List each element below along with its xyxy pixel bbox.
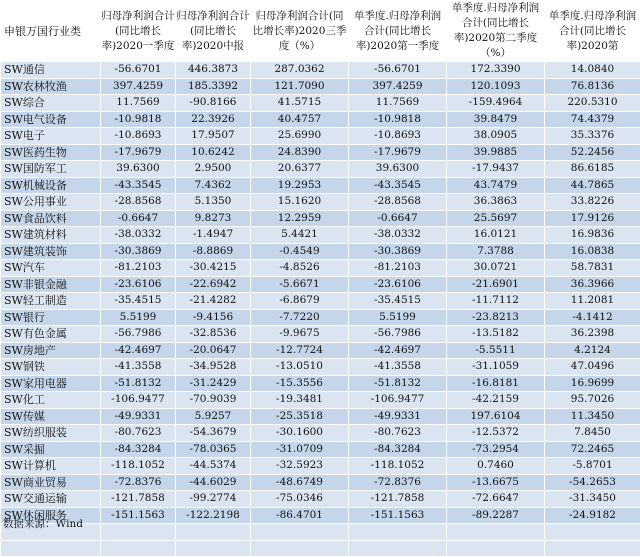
cell-single-q1: -38.0332 (349, 227, 447, 244)
cell-q3-cumulative: -5.6671 (251, 276, 349, 293)
cell-q3-cumulative: -7.7220 (251, 309, 349, 326)
table-row (1, 408, 640, 425)
cell-industry: SW农林牧渔 (1, 78, 101, 95)
table-row (1, 392, 640, 409)
cell-q3-cumulative: -0.4549 (251, 243, 349, 260)
header-single-q3: 单季度.归母净利润合计(同比增长率)2020第 (545, 1, 640, 62)
cell-industry: SW食品饮料 (1, 210, 101, 227)
cell-single-q1: -151.1563 (349, 507, 447, 524)
table-row (1, 375, 640, 392)
cell-industry: SW休闲服务 (1, 507, 101, 524)
header-single-q1: 单季度.归母净利润合计(同比增长率)2020第一季度 (349, 1, 447, 62)
table-row (1, 210, 640, 227)
header-single-q2: 单季度.归母净利润合计(同比增长率)2020第二季度（%） (447, 1, 545, 62)
cell-single-q2: -23.8213 (447, 309, 545, 326)
cell-single-q2: 7.3788 (447, 243, 545, 260)
cell-single-q3: 36.2398 (545, 326, 640, 343)
cell-single-q3: 11.3450 (545, 408, 640, 425)
cell-h1-cumulative: -32.8536 (176, 326, 251, 343)
cell-industry: SW建筑材料 (1, 227, 101, 244)
empty-cell (349, 524, 447, 541)
cell-q1-cumulative: -43.3545 (101, 177, 176, 194)
cell-q3-cumulative: -13.0510 (251, 359, 349, 376)
table-row (1, 359, 640, 376)
cell-q3-cumulative: 20.6377 (251, 161, 349, 178)
table-row (1, 111, 640, 128)
cell-q1-cumulative: 11.7569 (101, 95, 176, 112)
cell-h1-cumulative: 7.4362 (176, 177, 251, 194)
table-row (1, 293, 640, 310)
cell-h1-cumulative: 5.9257 (176, 408, 251, 425)
cell-single-q1: -28.8568 (349, 194, 447, 211)
cell-industry: SW商业贸易 (1, 474, 101, 491)
header-q3-cumulative: 归母净利润合计(同比增长率)2020三季度（%） (251, 1, 349, 62)
cell-single-q1: -56.7986 (349, 326, 447, 343)
cell-single-q2: -11.7112 (447, 293, 545, 310)
cell-q1-cumulative: -72.8376 (101, 474, 176, 491)
cell-q3-cumulative: -19.3481 (251, 392, 349, 409)
cell-q3-cumulative: -9.9675 (251, 326, 349, 343)
cell-single-q3: 35.3376 (545, 128, 640, 145)
empty-cell (101, 524, 176, 541)
cell-q1-cumulative: -56.7986 (101, 326, 176, 343)
data-source-note: 数据来源：Wind (3, 517, 83, 531)
table-row (1, 177, 640, 194)
cell-industry: SW非银金融 (1, 276, 101, 293)
table-row (1, 474, 640, 491)
cell-single-q1: -81.2103 (349, 260, 447, 277)
table-row (1, 95, 640, 112)
cell-h1-cumulative: -99.2774 (176, 491, 251, 508)
empty-row (1, 524, 640, 541)
cell-single-q3: 47.0496 (545, 359, 640, 376)
cell-single-q2: -17.9437 (447, 161, 545, 178)
cell-h1-cumulative: -34.9528 (176, 359, 251, 376)
cell-single-q3: 86.6185 (545, 161, 640, 178)
cell-single-q1: -17.9679 (349, 144, 447, 161)
table-row (1, 458, 640, 475)
cell-industry: SW采掘 (1, 441, 101, 458)
cell-q1-cumulative: -23.6106 (101, 276, 176, 293)
cell-industry: SW化工 (1, 392, 101, 409)
cell-h1-cumulative: 10.6242 (176, 144, 251, 161)
cell-single-q2: 39.8479 (447, 111, 545, 128)
cell-q1-cumulative: -49.9331 (101, 408, 176, 425)
cell-single-q2: -13.6675 (447, 474, 545, 491)
cell-single-q2: -5.5511 (447, 342, 545, 359)
cell-single-q1: -121.7858 (349, 491, 447, 508)
cell-single-q2: 43.7479 (447, 177, 545, 194)
cell-single-q1: -10.9818 (349, 111, 447, 128)
cell-q3-cumulative: -86.4701 (251, 507, 349, 524)
cell-single-q2: 172.3390 (447, 62, 545, 79)
cell-q3-cumulative: -6.8679 (251, 293, 349, 310)
empty-cell (349, 540, 447, 557)
table-row (1, 276, 640, 293)
cell-h1-cumulative: -21.4282 (176, 293, 251, 310)
table-row (1, 507, 640, 524)
cell-single-q1: 397.4259 (349, 78, 447, 95)
table-row (1, 144, 640, 161)
cell-single-q2: 197.6104 (447, 408, 545, 425)
cell-single-q2: -72.6647 (447, 491, 545, 508)
cell-single-q2: -73.2954 (447, 441, 545, 458)
cell-single-q1: -51.8132 (349, 375, 447, 392)
cell-single-q1: -84.3284 (349, 441, 447, 458)
cell-industry: SW机械设备 (1, 177, 101, 194)
table-body (1, 62, 640, 557)
cell-industry: SW银行 (1, 309, 101, 326)
cell-h1-cumulative: -90.8166 (176, 95, 251, 112)
cell-industry: SW轻工制造 (1, 293, 101, 310)
cell-industry: SW国防军工 (1, 161, 101, 178)
cell-single-q3: 11.2081 (545, 293, 640, 310)
cell-single-q3: 44.7865 (545, 177, 640, 194)
table-row (1, 425, 640, 442)
cell-q1-cumulative: -56.6701 (101, 62, 176, 79)
table-row (1, 326, 640, 343)
cell-single-q2: -31.1059 (447, 359, 545, 376)
table-row (1, 194, 640, 211)
cell-industry: SW家用电器 (1, 375, 101, 392)
cell-single-q2: 36.3863 (447, 194, 545, 211)
cell-single-q2: -13.5182 (447, 326, 545, 343)
header-q1-cumulative: 归母净利润合计(同比增长率)2020一季度 (101, 1, 176, 62)
cell-single-q3: 36.3966 (545, 276, 640, 293)
cell-single-q1: -80.7623 (349, 425, 447, 442)
cell-single-q1: -118.1052 (349, 458, 447, 475)
cell-q1-cumulative: -80.7623 (101, 425, 176, 442)
cell-industry: SW纺织服装 (1, 425, 101, 442)
cell-single-q1: -72.8376 (349, 474, 447, 491)
cell-q1-cumulative: 397.4259 (101, 78, 176, 95)
cell-q1-cumulative: -41.3558 (101, 359, 176, 376)
cell-single-q3: 14.0840 (545, 62, 640, 79)
cell-h1-cumulative: 446.3873 (176, 62, 251, 79)
cell-single-q2: -12.5372 (447, 425, 545, 442)
cell-q1-cumulative: -35.4515 (101, 293, 176, 310)
cell-industry: SW电子 (1, 128, 101, 145)
cell-single-q3: 52.2456 (545, 144, 640, 161)
cell-industry: SW医药生物 (1, 144, 101, 161)
cell-h1-cumulative: -9.4156 (176, 309, 251, 326)
cell-single-q1: -43.3545 (349, 177, 447, 194)
cell-q1-cumulative: 39.6300 (101, 161, 176, 178)
cell-h1-cumulative: -78.0365 (176, 441, 251, 458)
empty-cell (101, 540, 176, 557)
cell-single-q2: 30.0721 (447, 260, 545, 277)
cell-q1-cumulative: -84.3284 (101, 441, 176, 458)
cell-single-q1: -30.3869 (349, 243, 447, 260)
cell-single-q3: 16.9699 (545, 375, 640, 392)
cell-h1-cumulative: 22.3926 (176, 111, 251, 128)
cell-single-q2: 16.0121 (447, 227, 545, 244)
cell-q3-cumulative: -31.0709 (251, 441, 349, 458)
cell-q3-cumulative: -32.5923 (251, 458, 349, 475)
cell-single-q3: 16.0838 (545, 243, 640, 260)
cell-industry: SW通信 (1, 62, 101, 79)
cell-single-q2: -42.2159 (447, 392, 545, 409)
cell-q3-cumulative: 121.7090 (251, 78, 349, 95)
cell-single-q3: 33.8226 (545, 194, 640, 211)
empty-cell (447, 540, 545, 557)
header-industry: 申银万国行业类 (1, 1, 101, 62)
cell-single-q3: -4.1412 (545, 309, 640, 326)
cell-q3-cumulative: -30.1600 (251, 425, 349, 442)
table-row (1, 441, 640, 458)
empty-cell (251, 524, 349, 541)
cell-q3-cumulative: 41.5715 (251, 95, 349, 112)
cell-industry: SW交通运输 (1, 491, 101, 508)
table-row (1, 227, 640, 244)
cell-h1-cumulative: 17.9507 (176, 128, 251, 145)
cell-single-q3: 76.8136 (545, 78, 640, 95)
cell-h1-cumulative: 9.8273 (176, 210, 251, 227)
cell-industry: SW电气设备 (1, 111, 101, 128)
cell-single-q3: 4.2124 (545, 342, 640, 359)
cell-industry: SW房地产 (1, 342, 101, 359)
cell-single-q1: -23.6106 (349, 276, 447, 293)
cell-industry: SW公用事业 (1, 194, 101, 211)
cell-single-q3: -54.2653 (545, 474, 640, 491)
cell-industry: SW传媒 (1, 408, 101, 425)
empty-cell (1, 540, 101, 557)
cell-single-q3: 95.7026 (545, 392, 640, 409)
cell-single-q1: -0.6647 (349, 210, 447, 227)
cell-industry: SW钢铁 (1, 359, 101, 376)
cell-q1-cumulative: -106.9477 (101, 392, 176, 409)
cell-q1-cumulative: -38.0332 (101, 227, 176, 244)
cell-h1-cumulative: 5.1350 (176, 194, 251, 211)
cell-single-q1: -35.4515 (349, 293, 447, 310)
table-row (1, 309, 640, 326)
cell-h1-cumulative: 2.9500 (176, 161, 251, 178)
cell-single-q3: 17.9126 (545, 210, 640, 227)
empty-cell (545, 540, 640, 557)
cell-q1-cumulative: -81.2103 (101, 260, 176, 277)
cell-h1-cumulative: -20.0647 (176, 342, 251, 359)
cell-q1-cumulative: -10.8693 (101, 128, 176, 145)
cell-q3-cumulative: -12.7724 (251, 342, 349, 359)
empty-cell (251, 540, 349, 557)
cell-single-q1: -41.3558 (349, 359, 447, 376)
cell-q3-cumulative: -25.3518 (251, 408, 349, 425)
cell-q3-cumulative: 5.4421 (251, 227, 349, 244)
cell-q3-cumulative: 25.6990 (251, 128, 349, 145)
cell-q3-cumulative: -15.3556 (251, 375, 349, 392)
cell-h1-cumulative: -44.6029 (176, 474, 251, 491)
cell-q1-cumulative: -28.8568 (101, 194, 176, 211)
cell-industry: SW汽车 (1, 260, 101, 277)
cell-q3-cumulative: -48.6749 (251, 474, 349, 491)
cell-single-q3: -31.3450 (545, 491, 640, 508)
cell-single-q2: -16.8181 (447, 375, 545, 392)
cell-h1-cumulative: -54.3679 (176, 425, 251, 442)
cell-single-q3: 16.9836 (545, 227, 640, 244)
cell-single-q1: -56.6701 (349, 62, 447, 79)
cell-single-q2: 39.9885 (447, 144, 545, 161)
cell-q3-cumulative: 24.8390 (251, 144, 349, 161)
header-row (1, 1, 640, 62)
cell-q1-cumulative: -118.1052 (101, 458, 176, 475)
cell-single-q2: 120.1093 (447, 78, 545, 95)
cell-h1-cumulative: -8.8869 (176, 243, 251, 260)
cell-q3-cumulative: 15.1620 (251, 194, 349, 211)
table-row (1, 128, 640, 145)
cell-single-q1: -42.4697 (349, 342, 447, 359)
table-row (1, 491, 640, 508)
cell-single-q3: 7.8450 (545, 425, 640, 442)
cell-single-q2: -159.4964 (447, 95, 545, 112)
table-row (1, 62, 640, 79)
cell-industry: SW建筑装饰 (1, 243, 101, 260)
table-row (1, 260, 640, 277)
cell-single-q3: 220.5310 (545, 95, 640, 112)
cell-industry: SW综合 (1, 95, 101, 112)
cell-single-q2: 25.5697 (447, 210, 545, 227)
cell-single-q2: 0.7460 (447, 458, 545, 475)
header-h1-cumulative: 归母净利润合计(同比增长率)2020中报 (176, 1, 251, 62)
cell-single-q3: -5.8701 (545, 458, 640, 475)
empty-cell (176, 540, 251, 557)
cell-single-q1: 5.5199 (349, 309, 447, 326)
cell-q1-cumulative: -151.1563 (101, 507, 176, 524)
cell-single-q1: 39.6300 (349, 161, 447, 178)
cell-single-q3: -24.9182 (545, 507, 640, 524)
cell-h1-cumulative: -44.5374 (176, 458, 251, 475)
table-row (1, 78, 640, 95)
cell-single-q2: 38.0905 (447, 128, 545, 145)
table-row (1, 243, 640, 260)
cell-single-q2: -89.2287 (447, 507, 545, 524)
cell-q3-cumulative: 40.4757 (251, 111, 349, 128)
empty-cell (545, 524, 640, 541)
table-row (1, 342, 640, 359)
cell-q1-cumulative: -10.9818 (101, 111, 176, 128)
cell-single-q1: -49.9331 (349, 408, 447, 425)
cell-q3-cumulative: -4.8526 (251, 260, 349, 277)
empty-row (1, 540, 640, 557)
cell-h1-cumulative: -70.9039 (176, 392, 251, 409)
cell-single-q1: -106.9477 (349, 392, 447, 409)
cell-q3-cumulative: -75.0346 (251, 491, 349, 508)
cell-q3-cumulative: 19.2953 (251, 177, 349, 194)
cell-q1-cumulative: -51.8132 (101, 375, 176, 392)
cell-q1-cumulative: -30.3869 (101, 243, 176, 260)
cell-q1-cumulative: -0.6647 (101, 210, 176, 227)
empty-cell (176, 524, 251, 541)
cell-h1-cumulative: -122.2198 (176, 507, 251, 524)
cell-single-q1: 11.7569 (349, 95, 447, 112)
cell-single-q3: 74.4379 (545, 111, 640, 128)
empty-cell (447, 524, 545, 541)
cell-q1-cumulative: -121.7858 (101, 491, 176, 508)
cell-industry: SW有色金属 (1, 326, 101, 343)
cell-single-q3: 58.7831 (545, 260, 640, 277)
cell-h1-cumulative: 185.3392 (176, 78, 251, 95)
cell-single-q1: -10.8693 (349, 128, 447, 145)
cell-h1-cumulative: -22.6942 (176, 276, 251, 293)
table-row (1, 161, 640, 178)
cell-q1-cumulative: 5.5199 (101, 309, 176, 326)
cell-h1-cumulative: -31.2429 (176, 375, 251, 392)
cell-q1-cumulative: -42.4697 (101, 342, 176, 359)
cell-single-q2: -21.6901 (447, 276, 545, 293)
cell-single-q3: 72.2465 (545, 441, 640, 458)
cell-h1-cumulative: -1.4947 (176, 227, 251, 244)
cell-q1-cumulative: -17.9679 (101, 144, 176, 161)
cell-h1-cumulative: -30.4215 (176, 260, 251, 277)
cell-industry: SW计算机 (1, 458, 101, 475)
cell-q3-cumulative: 12.2959 (251, 210, 349, 227)
cell-q3-cumulative: 287.0362 (251, 62, 349, 79)
